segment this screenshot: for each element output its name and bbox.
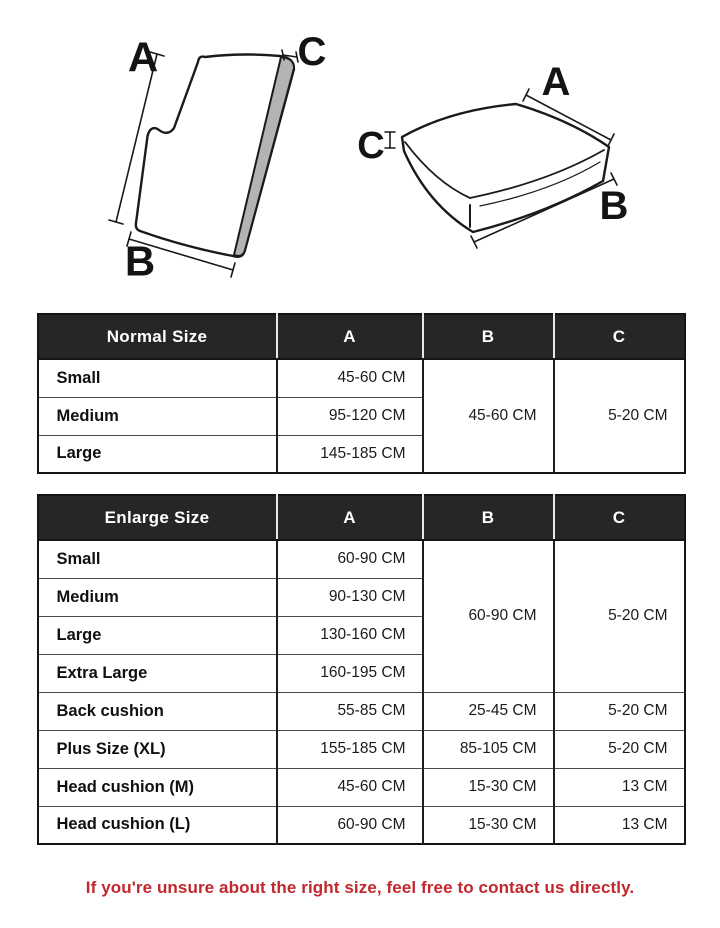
cushion-diagrams-svg — [0, 0, 720, 306]
table-title: Enlarge Size — [38, 495, 277, 540]
enlarge-size-table — [37, 494, 686, 845]
size-row-label: Extra Large — [38, 654, 277, 692]
size-row-label: Large — [38, 616, 277, 654]
column-header-a: A — [277, 314, 423, 359]
table-title: Normal Size — [38, 314, 277, 359]
table-row — [38, 692, 685, 730]
size-row-label: Small — [38, 540, 277, 578]
back-cushion-label-c: C — [297, 30, 327, 74]
value-a: 130-160 CM — [277, 616, 423, 654]
back-cushion-label-b: B — [124, 237, 156, 285]
seat-cushion-label-a: A — [541, 60, 571, 104]
seat-cushion-label-b: B — [599, 184, 629, 228]
value-a: 60-90 CM — [277, 806, 423, 844]
value-a: 45-60 CM — [277, 359, 423, 397]
column-header-c: C — [554, 495, 685, 540]
size-diagrams — [0, 0, 720, 306]
merged-value-b: 60-90 CM — [423, 540, 554, 692]
column-header-a: A — [277, 495, 423, 540]
value-a: 145-185 CM — [277, 435, 423, 473]
value-b: 85-105 CM — [423, 730, 554, 768]
table-row — [38, 806, 685, 844]
merged-value-c: 5-20 CM — [554, 540, 685, 692]
size-row-label: Medium — [38, 397, 277, 435]
table-row — [38, 540, 685, 578]
merged-value-b: 45-60 CM — [423, 359, 554, 473]
column-header-b: B — [423, 314, 554, 359]
size-row-label: Small — [38, 359, 277, 397]
table-row — [38, 359, 685, 397]
back-cushion-diagram — [109, 30, 326, 285]
dimension-line-c — [385, 132, 395, 148]
seat-cushion-label-c: C — [357, 125, 385, 167]
size-row-label: Head cushion (M) — [38, 768, 277, 806]
value-a: 90-130 CM — [277, 578, 423, 616]
value-a: 45-60 CM — [277, 768, 423, 806]
value-a: 95-120 CM — [277, 397, 423, 435]
contact-note: If you're unsure about the right size, feel free to contact us directly. — [85, 878, 635, 897]
value-b: 15-30 CM — [423, 806, 554, 844]
value-a: 155-185 CM — [277, 730, 423, 768]
seat-cushion-diagram — [357, 60, 628, 248]
value-c: 5-20 CM — [554, 730, 685, 768]
normal-size-table — [37, 313, 686, 474]
value-a: 60-90 CM — [277, 540, 423, 578]
size-row-label: Large — [38, 435, 277, 473]
value-c: 5-20 CM — [554, 692, 685, 730]
table-header-row — [38, 495, 685, 540]
back-cushion-label-a: A — [127, 33, 159, 81]
value-a: 160-195 CM — [277, 654, 423, 692]
size-row-label: Medium — [38, 578, 277, 616]
size-tables — [37, 313, 684, 845]
value-b: 15-30 CM — [423, 768, 554, 806]
column-header-b: B — [423, 495, 554, 540]
merged-value-c: 5-20 CM — [554, 359, 685, 473]
value-b: 25-45 CM — [423, 692, 554, 730]
value-c: 13 CM — [554, 806, 685, 844]
table-row — [38, 768, 685, 806]
column-header-c: C — [554, 314, 685, 359]
table-row — [38, 730, 685, 768]
size-row-label: Head cushion (L) — [38, 806, 277, 844]
value-a: 55-85 CM — [277, 692, 423, 730]
size-row-label: Back cushion — [38, 692, 277, 730]
table-header-row — [38, 314, 685, 359]
value-c: 13 CM — [554, 768, 685, 806]
size-row-label: Plus Size (XL) — [38, 730, 277, 768]
